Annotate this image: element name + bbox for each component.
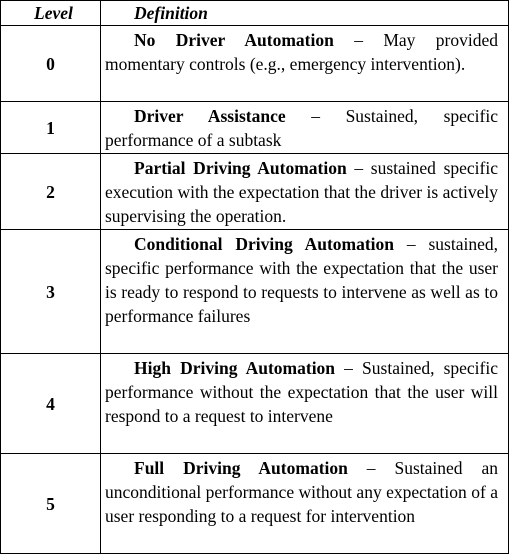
level-description: – sustained, specific performance with the expectation that the user is ready to respond to requests to intervene as well as to performance failures: [105, 234, 498, 326]
level-description: – Sustained, specific performance without the expectation that the user will respond to a request to intervene: [105, 358, 498, 426]
level-description: – Sustained, specific performance of a subtask: [105, 106, 499, 150]
table-row: [1, 102, 509, 154]
level-term: Driver Assistance: [134, 106, 286, 126]
level-column-header: Level: [1, 1, 101, 26]
level-term: Full Driving Automation: [134, 458, 348, 478]
level-description: – May provided momentary controls (e.g., emergency intervention).: [105, 30, 499, 74]
level-term: No Driver Automation: [134, 30, 334, 50]
table-row: [1, 454, 509, 554]
level-number: 5: [1, 454, 101, 554]
definition-cell: [101, 154, 509, 230]
table-row: [1, 26, 509, 102]
level-number: 1: [1, 102, 101, 154]
level-description: – sustained specific execution with the expectation that the driver is actively supervising the operation.: [105, 158, 499, 226]
level-term: High Driving Automation: [134, 358, 336, 378]
level-term: Partial Driving Automation: [134, 158, 347, 178]
level-number: 3: [1, 230, 101, 354]
level-number: 0: [1, 26, 101, 102]
header-row: [1, 1, 509, 26]
table-row: [1, 230, 509, 354]
level-term: Conditional Driving Automation: [134, 234, 395, 254]
definition-column-header: Definition: [101, 1, 509, 26]
definition-cell: [101, 454, 509, 554]
definition-cell: [101, 354, 509, 454]
level-description: – Sustained an unconditional performance without any expectation of a user responding to a request for intervention: [105, 458, 498, 526]
level-number: 4: [1, 354, 101, 454]
definition-cell: [101, 102, 509, 154]
definition-cell: [101, 230, 509, 354]
table-row: [1, 154, 509, 230]
table-row: [1, 354, 509, 454]
definition-cell: [101, 26, 509, 102]
level-number: 2: [1, 154, 101, 230]
